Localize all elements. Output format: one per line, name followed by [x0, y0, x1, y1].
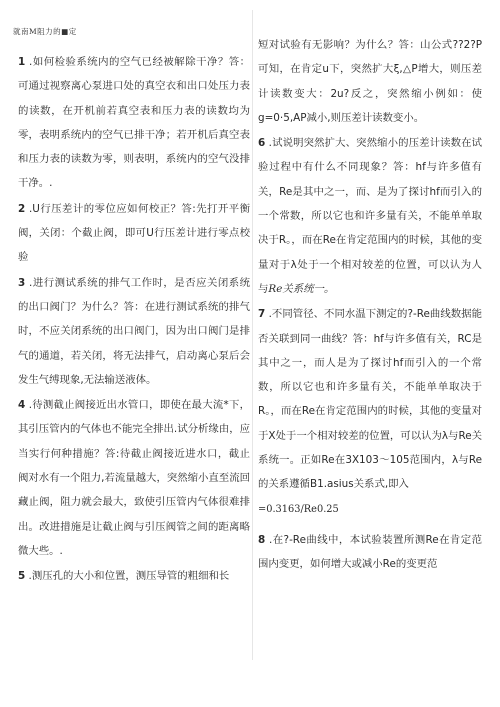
question-1	[18, 50, 250, 196]
question-text-italic: Re关系统一。	[268, 282, 335, 295]
question-number: 1	[18, 56, 26, 68]
question-7	[258, 302, 482, 522]
question-text: .如何检验系统内的空气已经被解除干净？答：可通过视察离心泵进口处的真空衣和出口处压力表的读数，在开机前若真空表和压力表的读数均为零，表明系统内的空气已排干净；若开机后真空表和压力表的读数为零，则表明，系统内的空气没排干净。.	[18, 56, 250, 190]
question-text: .试说明突然扩大、突然缩小的压差计读数在试验过程中有什么不同现象？答：hf与许多值有关，Re是其中之一，而、是为了探讨hf而引入的一个常数，所以它也和许多量有关，不能单单取决于R。，而在Re在肯定范围内的时候，其他的变量对于λ处于一个相对较差的位置，可以认为人与	[258, 137, 482, 295]
right-column	[258, 33, 482, 577]
question-5	[18, 564, 250, 588]
question-text: .在?-Re曲线中，本试验装置所测Re在肯定范围内变更，如何增大或减小Re的变更范	[258, 533, 482, 571]
question-number: 4	[18, 399, 26, 412]
question-5-continued: 短对试验有无影响？为什么？答：山公式??2?P可知，在肯定u下，突然扩大ξ,△P增大，则压差计读数变大：2u?反之，突然缩小例如：使g=0·5,AP减小,则压差计读数变小。	[258, 39, 482, 124]
question-number: 5	[18, 570, 26, 583]
question-text: .待测截止阀接近出水管口，即使在最大流*下，其引压管内的气体也不能完全排出.试分析缘由，应当实行何种措施？答:待截止阀接近进水口，截止阀对水有一个阻力,若流量越大，突然缩小直至流回藏止阀，阻力就会最大，致使引压管内气体很难排出。改进措施是让截止阀与引压阀管之间的距离略微大些。.	[18, 399, 250, 557]
column-divider	[252, 10, 253, 660]
question-text: .测压孔的大小和位置，测压导管的粗细和长	[25, 570, 230, 583]
left-column	[18, 50, 250, 589]
question-text: .进行测试系统的排气工作时，是否应关闭系统的出口阀门？为什么？答：在进行测试系统的排气时，不应关闭系统的出口阀门，因为出口阀门是排气的通道，若关闭，将无法排气，启动离心泵后会发生气缚现象,无法输送液体。	[18, 276, 250, 386]
question-text: .U行压差计的零位应如何校正？答:先打开平衡阀，关闭：个截止阀，即可U行压差计进行零点校验	[18, 202, 250, 264]
question-number: 8	[258, 533, 266, 546]
question-3	[18, 271, 250, 392]
question-number: 7	[258, 308, 266, 321]
question-number: 2	[18, 202, 26, 215]
question-number: 6	[258, 137, 266, 150]
question-4	[18, 393, 250, 563]
question-2	[18, 197, 250, 270]
question-6	[258, 131, 482, 301]
question-8	[258, 528, 482, 577]
page-header: 就南M阻力的■定	[13, 27, 77, 36]
question-text: .不同管径、不同水温下测定的?-Re曲线数据能否关联到同一曲线？答：hf与许多值有关，RC是其中之一，而人是为了探讨hf而引入的一个常数，所以它也和许多量有关，不能单单取决于R。，而在Re在肯定范围内的时候，其他的变量对于X处于一个相对较差的位置，可以认为λ与Re关系统一。正如Re在3X103～105范围内，λ与Re的关系遵循B1.asius关系式,即入	[258, 308, 482, 491]
formula: =0.3163/Re0.25	[258, 503, 339, 515]
question-number: 3	[18, 276, 26, 289]
